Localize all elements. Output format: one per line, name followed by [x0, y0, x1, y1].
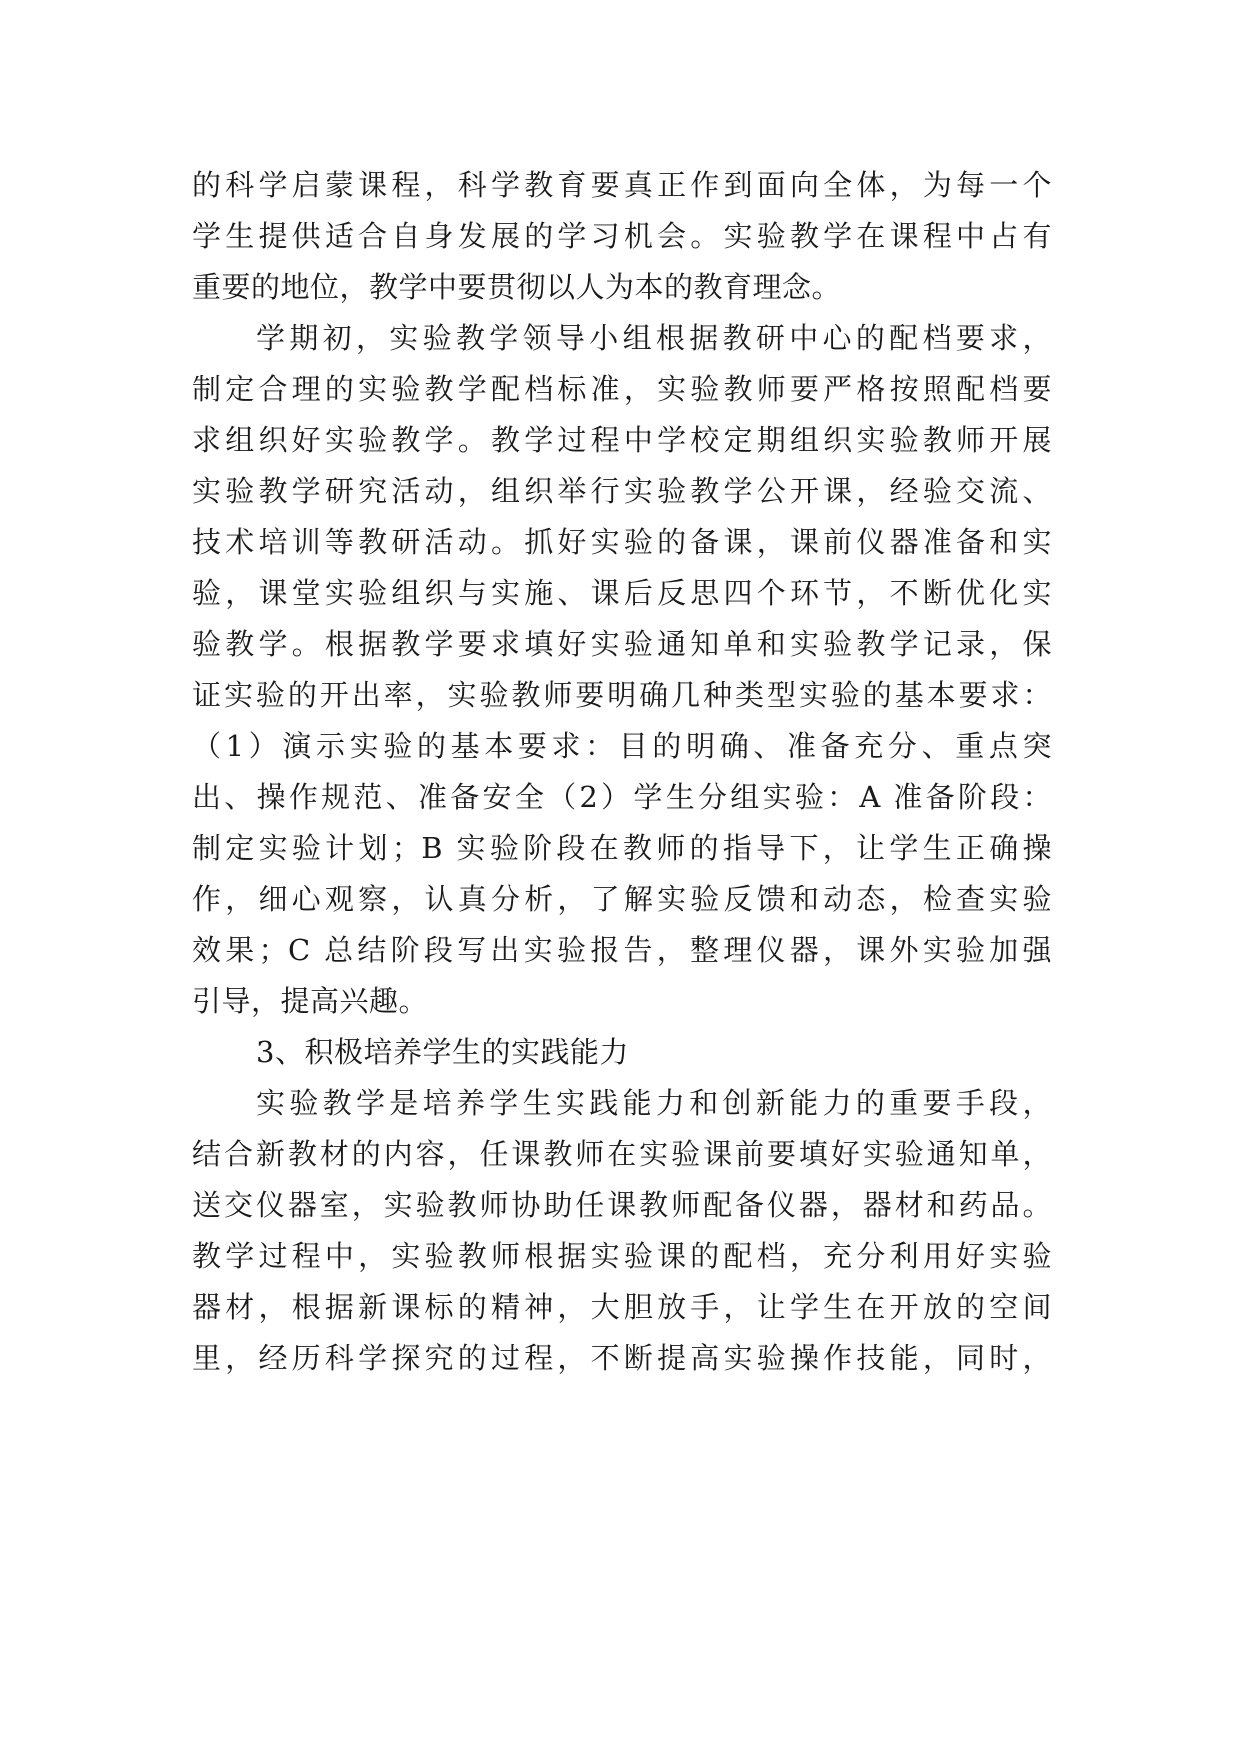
text-line: 送交仪器室，实验教师协助任课教师配备仪器，器材和药品。: [192, 1188, 1052, 1222]
text-line: 效果；C 总结阶段写出实验报告，整理仪器，课外实验加强: [192, 933, 1052, 967]
text-line: 验教学。根据教学要求填好实验通知单和实验教学记录，保: [192, 627, 1052, 661]
text-line: （1）演示实验的基本要求：目的明确、准备充分、重点突: [192, 729, 1052, 763]
text-line: 实验教学研究活动，组织举行实验教学公开课，经验交流、: [192, 474, 1052, 508]
text-line: 里，经历科学探究的过程，不断提高实验操作技能，同时，: [192, 1341, 1052, 1375]
text-line: 作，细心观察，认真分析，了解实验反馈和动态，检查实验: [192, 882, 1052, 916]
section-heading: [192, 1027, 1052, 1078]
paragraph-continuation: [192, 160, 1052, 313]
text-line: 的科学启蒙课程，科学教育要真正作到面向全体，为每一个: [192, 168, 1052, 202]
text-line: 实验教学是培养学生实践能力和创新能力的重要手段，: [256, 1086, 1052, 1120]
paragraph-practice-ability: [192, 1078, 1052, 1384]
text-line: 器材，根据新课标的精神，大胆放手，让学生在开放的空间: [192, 1290, 1052, 1324]
text-line: 学生提供适合自身发展的学习机会。实验教学在课程中占有: [192, 219, 1052, 253]
text-line: 重要的地位，教学中要贯彻以人为本的教育理念。: [192, 270, 842, 304]
text-line: 求组织好实验教学。教学过程中学校定期组织实验教师开展: [192, 423, 1052, 457]
text-line: 学期初，实验教学领导小组根据教研中心的配档要求，: [256, 321, 1052, 355]
text-line: 制定实验计划；B 实验阶段在教师的指导下，让学生正确操: [192, 831, 1052, 865]
text-line: 引导，提高兴趣。: [192, 984, 429, 1018]
text-line: 教学过程中，实验教师根据实验课的配档，充分利用好实验: [192, 1239, 1052, 1273]
section-heading-text: 3、积极培养学生的实践能力: [256, 1035, 629, 1069]
text-line: 验，课堂实验组织与实施、课后反思四个环节，不断优化实: [192, 576, 1052, 610]
paragraph-experiment-teaching: [192, 313, 1052, 1027]
text-line: 出、操作规范、准备安全（2）学生分组实验：A 准备阶段：: [192, 780, 1052, 814]
text-line: 证实验的开出率，实验教师要明确几种类型实验的基本要求：: [192, 678, 1052, 712]
text-line: 技术培训等教研活动。抓好实验的备课，课前仪器准备和实: [192, 525, 1052, 559]
text-line: 结合新教材的内容，任课教师在实验课前要填好实验通知单，: [192, 1137, 1052, 1171]
text-line: 制定合理的实验教学配档标准，实验教师要严格按照配档要: [192, 372, 1052, 406]
document-page: [192, 160, 1052, 1384]
